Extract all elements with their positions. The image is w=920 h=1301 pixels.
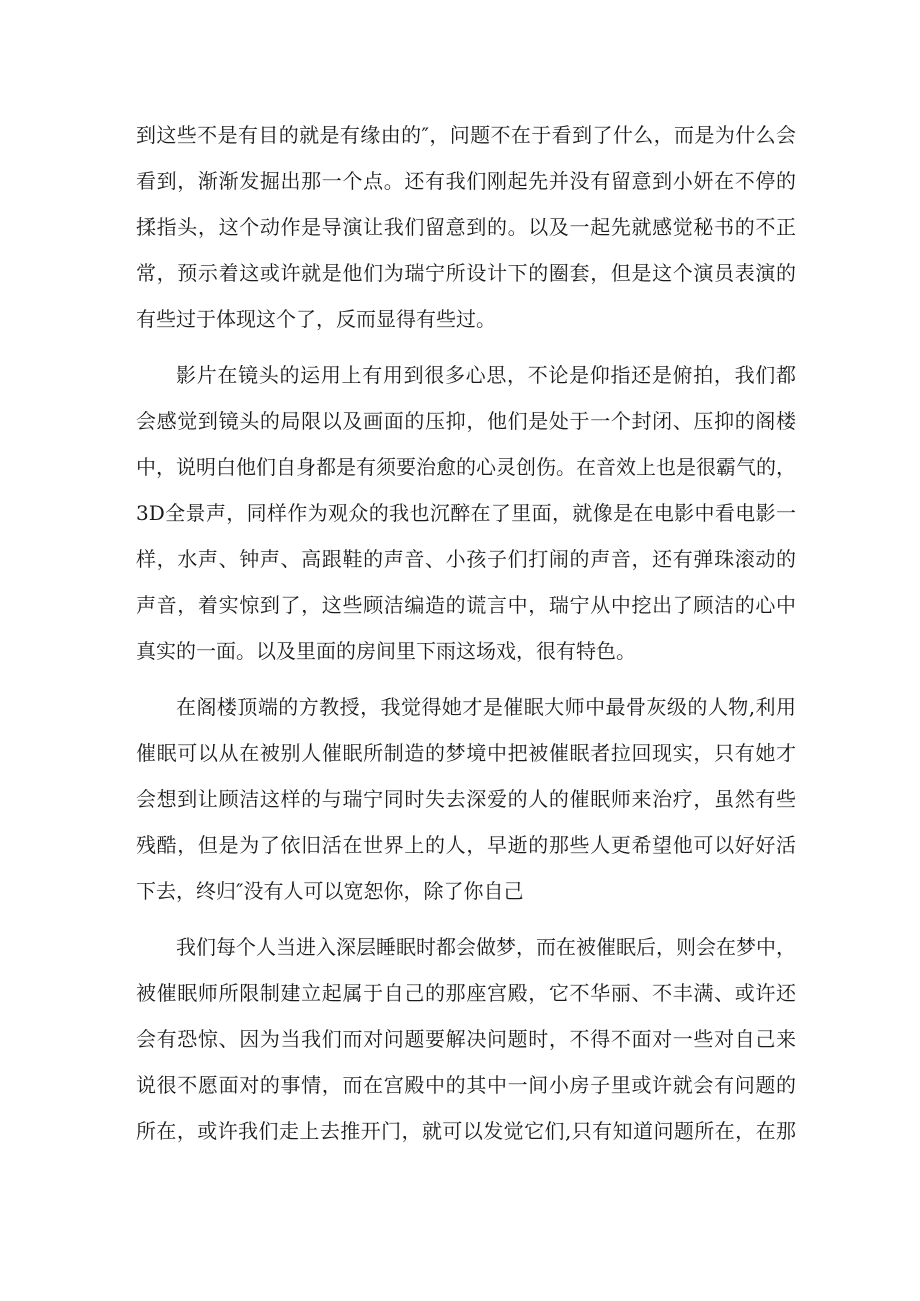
text-line: 被催眠师所限制建立起属于自己的那座宫殿，它不华丽、不丰满、或许还 xyxy=(136,981,796,1005)
text-line: 在阁楼顶端的方教授，我觉得她才是催眠大师中最骨灰级的人物,利用 xyxy=(176,695,796,719)
text-line: 催眠可以从在被别人催眠所制造的梦境中把被催眠者拉回现实，只有她才 xyxy=(136,741,796,765)
text-line: 声音，着实惊到了，这些顾洁编造的谎言中，瑞宁从中挖出了顾洁的心中 xyxy=(136,593,796,617)
text-line: 看到，渐渐发掘出那一个点。还有我们刚起先并没有留意到小妍在不停的 xyxy=(136,169,796,193)
text-line: 会感觉到镜头的局限以及画面的压抑，他们是处于一个封闭、压抑的阁楼 xyxy=(136,409,796,433)
text-line: 所在，或许我们走上去推开门，就可以发觉它们,只有知道问题所在，在那 xyxy=(136,1119,796,1143)
paragraph-4 xyxy=(136,924,796,1154)
text-line: 到这些不是有目的就是有缘由的″，问题不在于看到了什么，而是为什么会 xyxy=(136,123,796,147)
text-line: 揉指头，这个动作是导演让我们留意到的。以及一起先就感觉秘书的不正 xyxy=(136,215,796,239)
paragraph-3 xyxy=(136,684,796,914)
text-line: 常，预示着这或许就是他们为瑞宁所设计下的圈套，但是这个演员表演的 xyxy=(136,261,796,285)
text-line: 中，说明白他们自身都是有须要治愈的心灵创伤。在音效上也是很霸气的， xyxy=(136,455,796,479)
paragraph-gap xyxy=(136,674,796,684)
text-line: 会想到让顾洁这样的与瑞宁同时失去深爱的人的催眠师来治疗，虽然有些 xyxy=(136,787,796,811)
text-line: 真实的一面。以及里面的房间里下雨这场戏，很有特色。 xyxy=(136,639,636,663)
text-line: 影片在镜头的运用上有用到很多心思，不论是仰指还是俯拍，我们都 xyxy=(176,363,796,387)
paragraph-gap xyxy=(136,914,796,924)
text-line: 3D全景声，同样作为观众的我也沉醉在了里面，就像是在电影中看电影一 xyxy=(136,501,796,525)
document-body xyxy=(136,112,796,1154)
paragraph-2 xyxy=(136,352,796,674)
text-line: 会有恐惊、因为当我们而对问题要解决问题时，不得不面对一些对自己来 xyxy=(136,1027,796,1051)
text-line: 我们每个人当进入深层睡眠时都会做梦，而在被催眠后，则会在梦中， xyxy=(176,935,796,959)
text-line: 样，水声、钟声、高跟鞋的声音、小孩子们打闹的声音，还有弹珠滚动的 xyxy=(136,547,796,571)
paragraph-1 xyxy=(136,112,796,342)
text-line: 有些过于体现这个了，反而显得有些过。 xyxy=(136,307,496,331)
text-line: 说很不愿面对的事情，而在宫殿中的其中一间小房子里或许就会有问题的 xyxy=(136,1073,796,1097)
paragraph-gap xyxy=(136,342,796,352)
text-line: 下去，终归″没有人可以宽恕你，除了你自己 xyxy=(136,879,524,903)
text-line: 残酷，但是为了依旧活在世界上的人，早逝的那些人更希望他可以好好活 xyxy=(136,833,796,857)
